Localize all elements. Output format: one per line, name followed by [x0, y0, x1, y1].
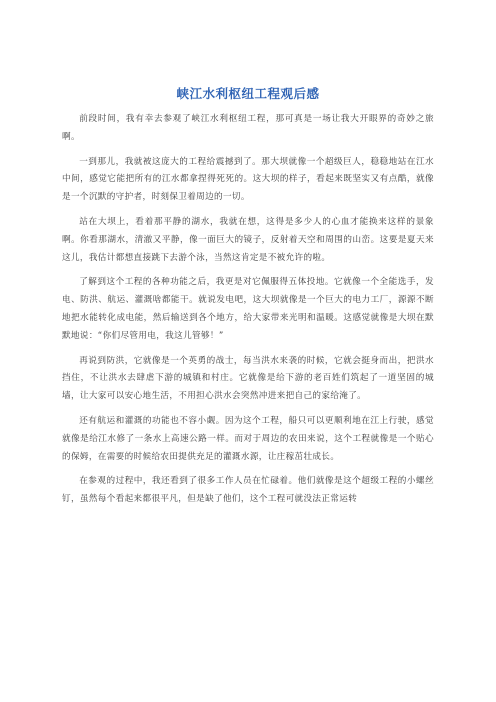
- paragraph-dam-impression: 一到那儿，我就被这庞大的工程给震撼到了。那大坝就像一个超级巨人，稳稳地站在江水中间，感觉它能把所有的江水都拿捏得死死的。这大坝的样子，看起来既坚实又有点酷，就像是一个沉默的守护者，时刻保卫着周边的一切。: [62, 156, 434, 203]
- paragraph-intro: 前段时间，我有幸去参观了峡江水利枢纽工程，那可真是一场让我大开眼界的奇妙之旅啊。: [62, 114, 434, 142]
- paragraph-power-generation: 了解到这个工程的各种功能之后，我更是对它佩服得五体投地。它就像一个全能选手，发电、防洪、航运、灌溉啥都能干。就说发电吧，这大坝就像是一个巨大的电力工厂，源源不断地把水能转化成电能，然后输送到各个地方，给大家带来光明和温暖。这感觉就像是大坝在默默地说：“你们尽管用电，我这儿管够！”: [62, 277, 434, 341]
- paragraph-lake-view: 站在大坝上，看着那平静的湖水，我就在想，这得是多少人的心血才能换来这样的景象啊。你看那湖水，清澈又平静，像一面巨大的镜子，反射着天空和周围的山峦。这要是夏天来这儿，我估计都想直接跳下去游个泳，当然这肯定是不被允许的啦。: [62, 216, 434, 263]
- paragraph-workers: 在参观的过程中，我还看到了很多工作人员在忙碌着。他们就像是这个超级工程的小螺丝钉，虽然每个看起来都很平凡，但是缺了他们，这个工程可就没法正常运转: [62, 476, 434, 505]
- paragraph-shipping-irrigation: 还有航运和灌溉的功能也不容小觑。因为这个工程，船只可以更顺利地在江上行驶，感觉就像是给江水修了一条水上高速公路一样。而对于周边的农田来说，这个工程就像是一个贴心的保姆，在需要的时候给农田提供充足的灌溉水源，让庄稼茁壮成长。: [62, 415, 434, 462]
- paragraph-flood-control: 再说到防洪，它就像是一个英勇的战士，每当洪水来袭的时候，它就会挺身而出，把洪水挡住，不让洪水去肆虐下游的城镇和村庄。它就像是给下游的老百姓们筑起了一道坚固的城墙，让大家可以安心地生活，不用担心洪水会突然冲进来把自己的家给淹了。: [62, 355, 434, 402]
- document-title: 峡江水利枢纽工程观后感: [176, 86, 320, 101]
